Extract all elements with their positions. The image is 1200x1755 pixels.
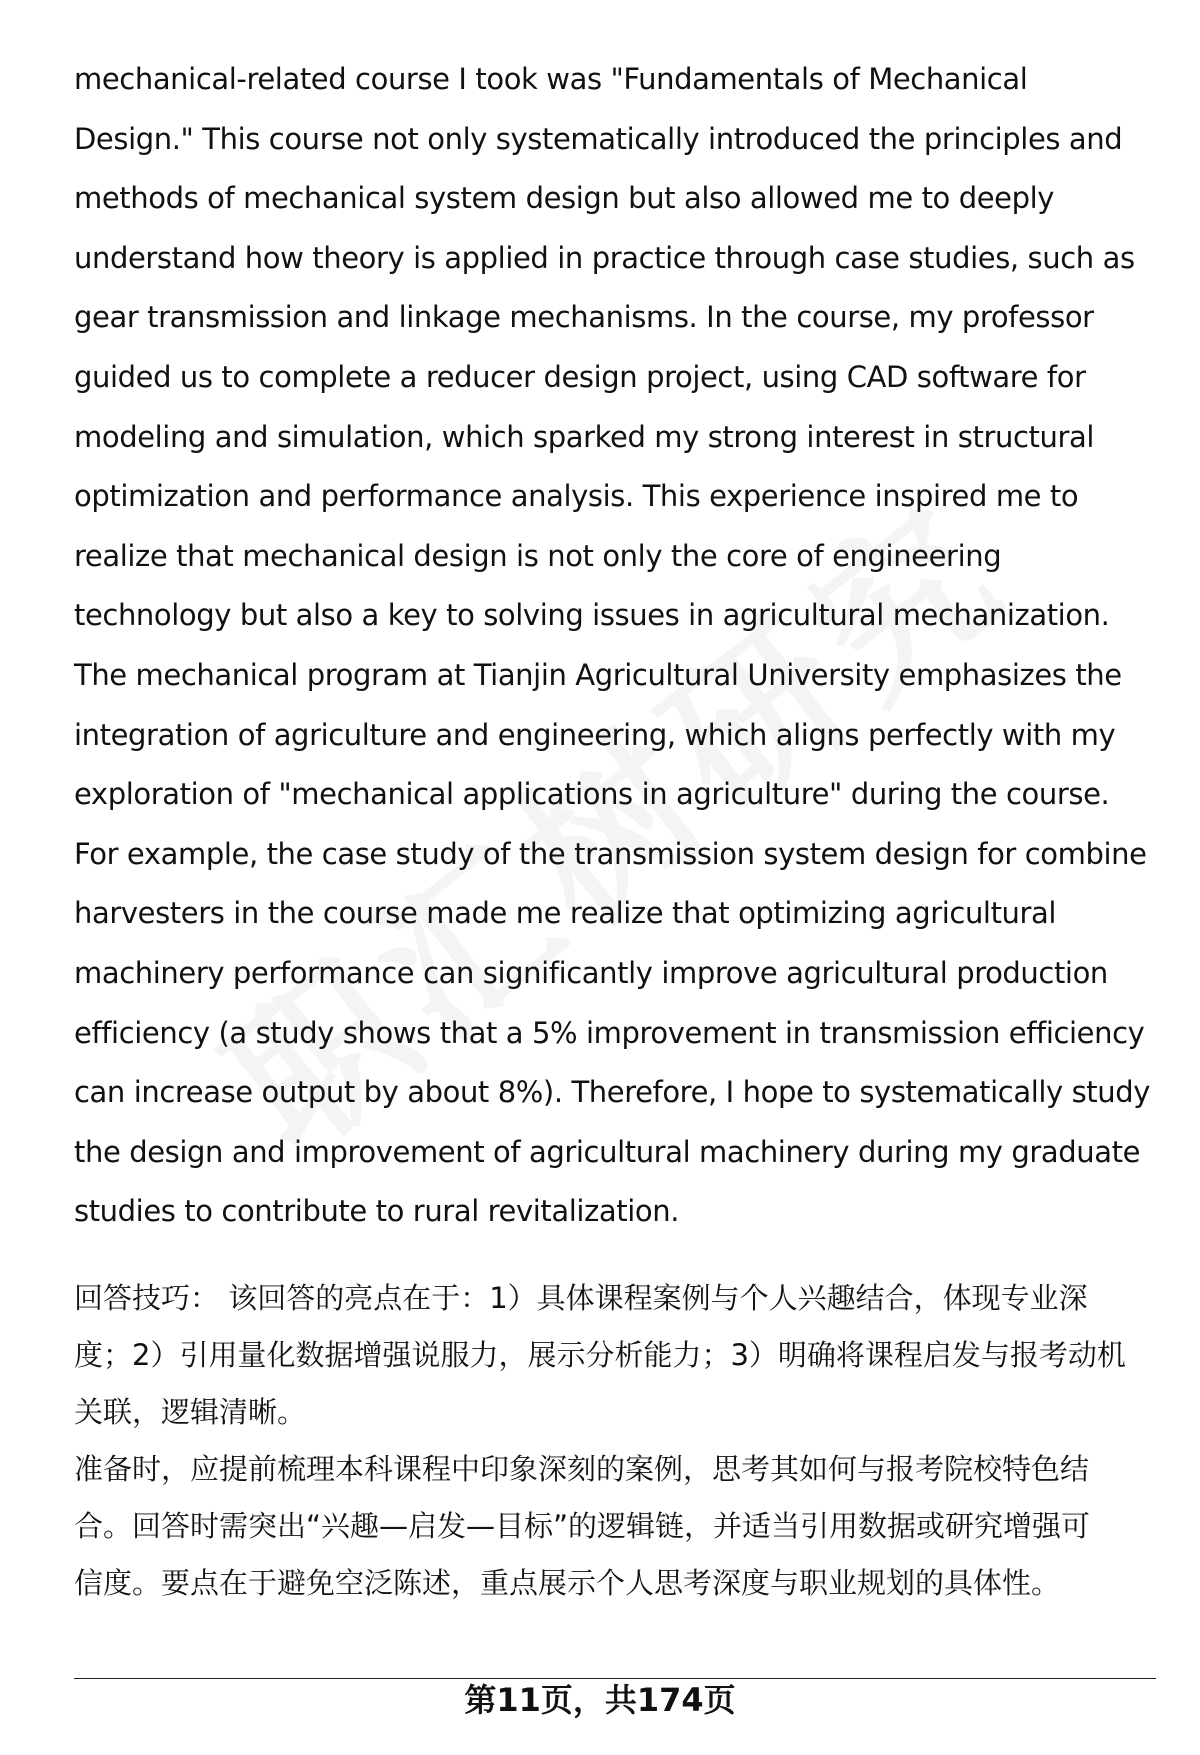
text-line: mechanical-related course I took was "Fundamentals of Mechanical	[74, 62, 1028, 96]
text-line: realize that mechanical design is not only the core of engineering	[74, 538, 1002, 573]
text-line: exploration of "mechanical applications in agriculture" during the course.	[74, 777, 1110, 812]
answer-tips	[74, 1270, 1154, 1612]
text-line: the design and improvement of agricultural machinery during my graduate	[74, 1134, 1141, 1169]
text-line: Design." This course not only systematically introduced the principles and	[74, 121, 1123, 156]
text-line: optimization and performance analysis. This experience inspired me to	[74, 479, 1079, 514]
page-number: 第11页，共174页	[464, 1681, 736, 1719]
text-line: studies to contribute to rural revitalization.	[74, 1194, 680, 1229]
tips-line: 信度。要点在于避免空泛陈述，重点展示个人思考深度与职业规划的具体性。	[74, 1566, 1061, 1600]
text-line: understand how theory is applied in practice through case studies, such as	[74, 240, 1135, 275]
text-line: machinery performance can significantly improve agricultural production	[74, 955, 1108, 990]
text-line: harvesters in the course made me realize that optimizing agricultural	[74, 896, 1057, 931]
text-line: can increase output by about 8%). Therefore, I hope to systematically study	[74, 1075, 1151, 1110]
tips-line: 合。回答时需突出“兴趣—启发—目标”的逻辑链，并适当引用数据或研究增强可	[74, 1509, 1091, 1543]
text-line: efficiency (a study shows that a 5% improvement in transmission efficiency	[74, 1015, 1145, 1050]
text-line: methods of mechanical system design but also allowed me to deeply	[74, 181, 1055, 216]
text-line: technology but also a key to solving issues in agricultural mechanization.	[74, 598, 1110, 633]
tips-line: 关联，逻辑清晰。	[74, 1395, 307, 1429]
text-line: The mechanical program at Tianjin Agricultural University emphasizes the	[74, 657, 1122, 692]
text-line: modeling and simulation, which sparked my strong interest in structural	[74, 419, 1094, 454]
text-line: integration of agriculture and engineering, which aligns perfectly with my	[74, 717, 1116, 752]
tips-line: 回答技巧： 该回答的亮点在于：1）具体课程案例与个人兴趣结合，体现专业深	[74, 1281, 1088, 1315]
tips-line: 准备时，应提前梳理本科课程中印象深刻的案例，思考其如何与报考院校特色结	[74, 1452, 1090, 1486]
text-line: gear transmission and linkage mechanisms. In the course, my professor	[74, 300, 1094, 335]
text-line: For example, the case study of the transmission system design for combine	[74, 836, 1147, 871]
text-line: guided us to complete a reducer design project, using CAD software for	[74, 359, 1086, 394]
answer-paragraph	[74, 50, 1154, 1242]
footer-divider	[74, 1678, 1156, 1679]
tips-line: 度；2）引用量化数据增强说服力，展示分析能力；3）明确将课程启发与报考动机	[74, 1338, 1126, 1372]
